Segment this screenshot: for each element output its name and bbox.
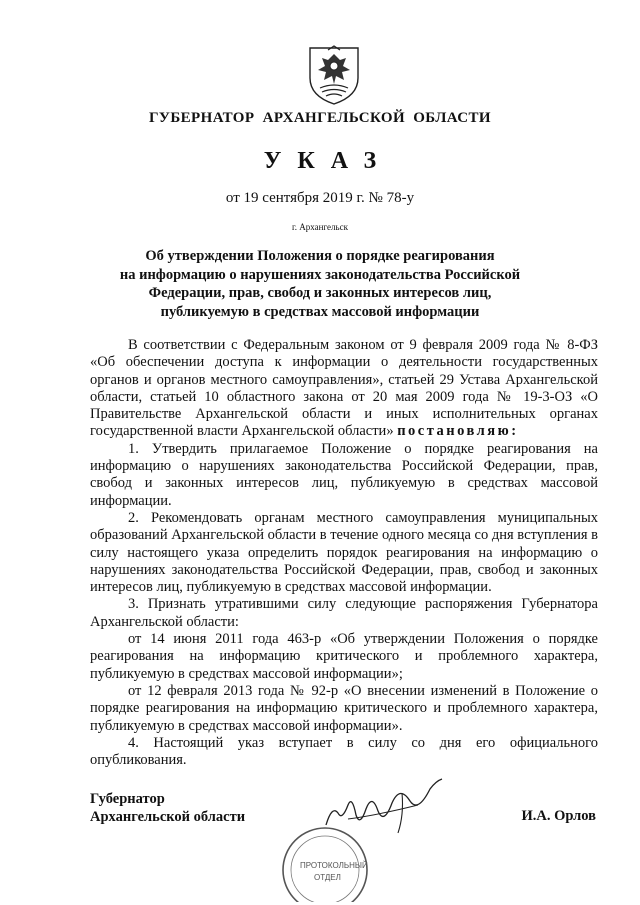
title-line: Федерации, прав, свобод и законных интересов лиц, <box>148 285 492 301</box>
document-body <box>90 337 598 769</box>
item-3-subitem-2: от 12 февраля 2013 года № 92-р «О внесении изменений в Положение о порядке реагирования на информацию критического и проблемного характера, публикуемую в средствах массовой информации». <box>90 682 598 734</box>
title-line: Об утверждении Положения о порядке реагирования <box>145 248 495 264</box>
protocol-stamp <box>270 812 380 902</box>
document-city: г. Архангельск <box>292 222 348 232</box>
title-line: на информацию о нарушениях законодательства Российской <box>119 266 521 283</box>
document-date-number: от 19 сентября 2019 г. № 78-у <box>225 190 415 206</box>
decree-word: постановляю <box>397 423 512 440</box>
stamp-text-line2: ОТДЕЛ <box>314 873 341 882</box>
stamp-text-line1: ПРОТОКОЛЬНЫЙ <box>300 861 368 870</box>
signer-name: И.А. Орлов <box>521 808 596 824</box>
issuing-authority: ГУБЕРНАТОР АРХАНГЕЛЬСКОЙ ОБЛАСТИ <box>148 110 491 126</box>
signer-position-line1: Губернатор <box>90 791 165 807</box>
item-3: 3. Признать утратившими силу следующие распоряжения Губернатора Архангельской области: <box>90 596 598 630</box>
item-3-subitem-1: от 14 июня 2011 года 463-р «Об утверждении Положения о порядке реагирования на информацию критического и проблемного характера, публикуемую в средствах массовой информации»; <box>90 631 598 682</box>
coat-of-arms-emblem <box>306 44 362 106</box>
item-4: 4. Настоящий указ вступает в силу со дня его официального опубликования. <box>90 734 598 769</box>
document-type: УКАЗ <box>263 148 393 174</box>
signer-position <box>90 790 245 826</box>
item-1: 1. Утвердить прилагаемое Положение о порядке реагирования на информацию о нарушениях законодательства Российской Федерации, прав, свобод и законных интересов лиц, публикуемую в средствах массовой информации. <box>90 440 598 509</box>
item-2: 2. Рекомендовать органам местного самоуправления муниципальных образований Архангельской области в течение одного месяца со дня вступления в силу настоящего указа определить порядок реагирования на информацию о нарушениях законодательства Российской Федерации, прав, свобод и законных интересов лиц, публикуемую в средствах массовой информации. <box>90 509 598 596</box>
decree-colon: : <box>511 423 519 440</box>
signer-position-line2: Архангельской области <box>90 809 246 825</box>
preamble-paragraph <box>90 337 598 441</box>
title-line: публикуемую в средствах массовой информации <box>160 303 480 320</box>
document-title <box>90 247 550 321</box>
preamble-text: В соответствии с Федеральным законом от 9 февраля 2009 года № 8-ФЗ «Об обеспечении доступа к информации о деятельности государственных органов и органов местного самоуправления», статьей 29 Устава Архангельской области, статьей 10 областного закона от 20 мая 2009 года № 19-3-ОЗ «О Правительстве Архангельской области и иных исполнительных органах государственной власти Архангельской области» <box>90 337 598 440</box>
